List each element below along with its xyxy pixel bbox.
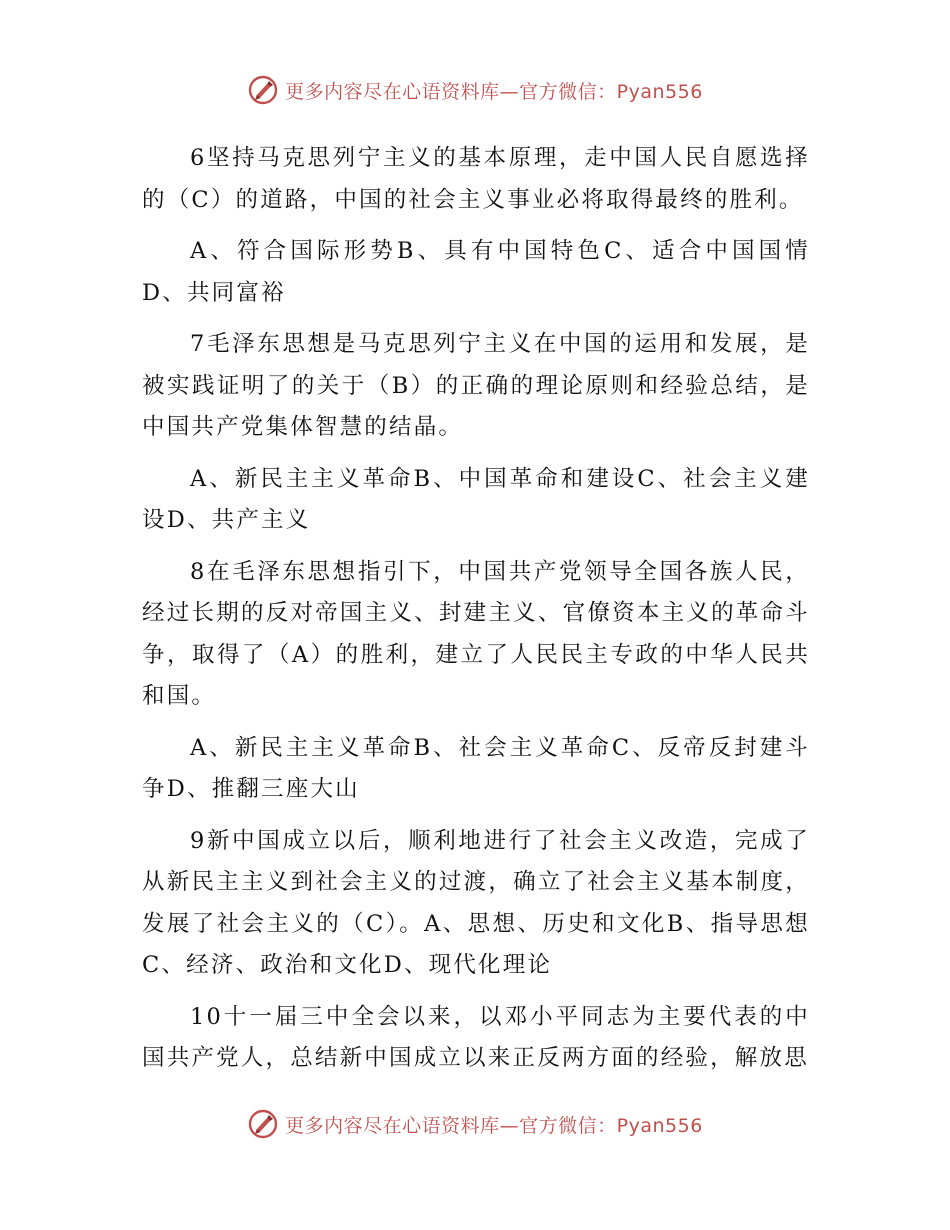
question-7: 7毛泽东思想是马克思列宁主义在中国的运用和发展，是被实践证明了的关于（B）的正确的理论原则和经验总结，是中国共产党集体智慧的结晶。 (142, 331, 810, 440)
document-body (142, 138, 810, 1090)
question-9: 9新中国成立以后，顺利地进行了社会主义改造，完成了从新民主主义到社会主义的过渡，确立了社会主义基本制度，发展了社会主义的（C）。A、思想、历史和文化B、指导思想C、经济、政治和文化D、现代化理论 (142, 827, 810, 978)
question-8-options: A、新民主主义革命B、社会主义革命C、反帝反封建斗争D、推翻三座大山 (142, 734, 810, 802)
watermark-text: 更多内容尽在心语资料库—官方微信：Pyan556 (285, 80, 703, 103)
pen-seal-logo-icon (247, 1108, 279, 1140)
pen-seal-logo-icon (247, 74, 279, 106)
question-6: 6坚持马克思列宁主义的基本原理，走中国人民自愿选择的（C）的道路，中国的社会主义事业必将取得最终的胜利。 (142, 145, 810, 213)
question-10: 10十一届三中全会以来，以邓小平同志为主要代表的中国共产党人，总结新中国成立以来正反两方面的经验，解放思 (142, 1003, 810, 1071)
header-watermark (0, 70, 950, 110)
question-6-options: A、符合国际形势B、具有中国特色C、适合中国国情D、共同富裕 (142, 238, 810, 306)
footer-watermark (0, 1104, 950, 1144)
question-7-options: A、新民主主义革命B、中国革命和建设C、社会主义建设D、共产主义 (142, 465, 810, 533)
question-8: 8在毛泽东思想指引下，中国共产党领导全国各族人民，经过长期的反对帝国主义、封建主义、官僚资本主义的革命斗争，取得了（A）的胜利，建立了人民民主专政的中华人民共和国。 (142, 558, 810, 709)
watermark-text: 更多内容尽在心语资料库—官方微信：Pyan556 (285, 1114, 703, 1137)
